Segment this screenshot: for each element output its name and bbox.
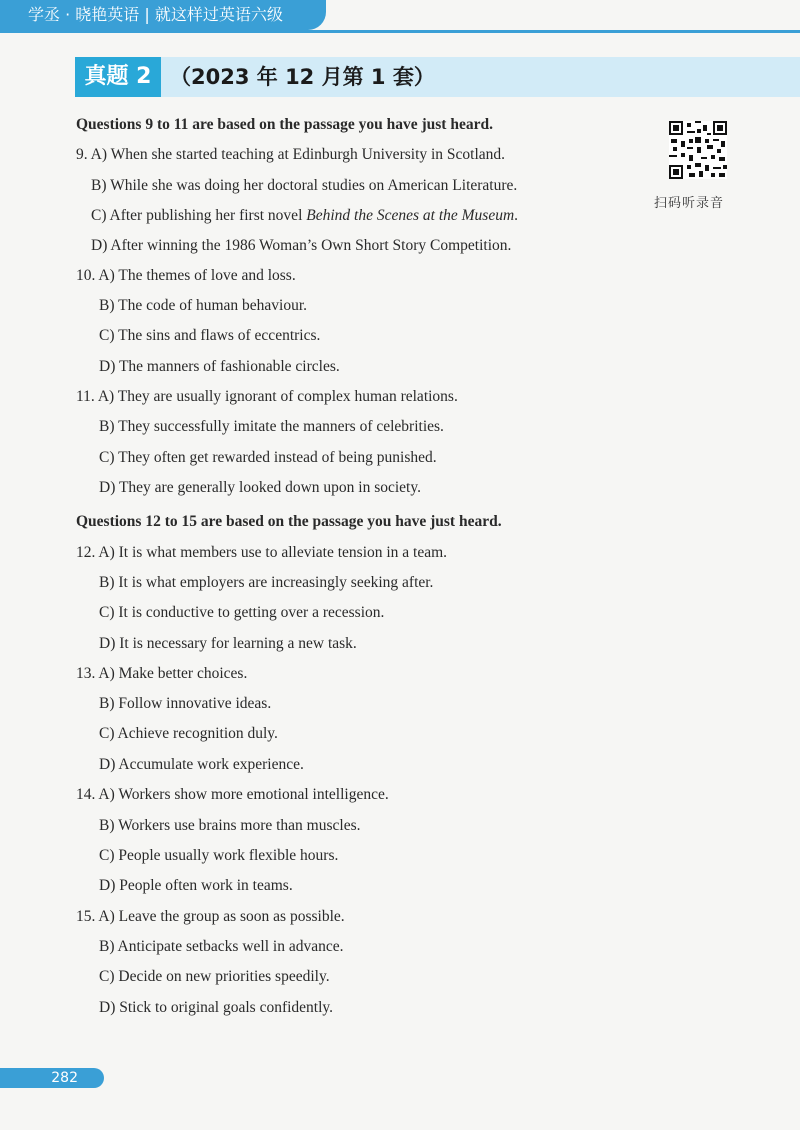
option-b: B) It is what employers are increasingly seeking after. (99, 574, 434, 591)
option-d: D) It is necessary for learning a new task. (99, 635, 357, 652)
option-a: A) Workers show more emotional intelligence. (98, 786, 389, 803)
question-15 (76, 907, 345, 927)
option-d: D) The manners of fashionable circles. (99, 358, 340, 375)
novel-title: Behind the Scenes at the Museum (306, 207, 515, 224)
qr-caption: 扫码听录音 (654, 196, 725, 211)
option-c: C) Achieve recognition duly. (99, 725, 278, 742)
option-b: B) While she was doing her doctoral studies on American Literature. (91, 177, 518, 194)
question-number: 11. (76, 388, 95, 405)
option-d: D) They are generally looked down upon in society. (99, 479, 421, 496)
question-number: 14. (76, 786, 96, 803)
option-c: C) The sins and flaws of eccentrics. (99, 327, 321, 344)
page-number: 282 (0, 1068, 104, 1088)
option-b: B) Follow innovative ideas. (99, 695, 272, 712)
book-series-title: 学丞 · 晓艳英语 | 就这样过英语六级 (28, 5, 283, 24)
option-b: B) The code of human behaviour. (99, 297, 308, 314)
section-heading: Questions 9 to 11 are based on the passage you have just heard. (76, 116, 493, 133)
option-b: B) They successfully imitate the manners of celebrities. (99, 418, 444, 435)
option-c: C) It is conductive to getting over a recession. (99, 604, 385, 621)
option-c: C) After publishing her first novel Behind the Scenes at the Museum. (91, 207, 519, 224)
option-c: C) People usually work flexible hours. (99, 847, 339, 864)
option-d: D) Accumulate work experience. (99, 756, 304, 773)
question-9 (76, 145, 505, 165)
question-13 (76, 664, 247, 684)
question-12 (76, 543, 447, 563)
question-10 (76, 266, 296, 286)
option-a: A) When she started teaching at Edinburgh University in Scotland. (90, 146, 506, 163)
option-a: A) Make better choices. (98, 665, 248, 682)
question-11 (76, 387, 458, 407)
section-heading: Questions 12 to 15 are based on the passage you have just heard. (76, 513, 502, 530)
question-number: 13. (76, 665, 96, 682)
exam-year-set: （2023 年 12 月第 1 套） (170, 65, 435, 89)
book-series-header (0, 0, 326, 30)
header-rule (0, 30, 800, 33)
exam-badge: 真题 2 (75, 57, 161, 97)
option-c: C) Decide on new priorities speedily. (99, 968, 330, 985)
question-number: 15. (76, 908, 96, 925)
question-number: 10. (76, 267, 96, 284)
qr-code-icon[interactable] (669, 121, 727, 179)
option-d: D) After winning the 1986 Woman’s Own Short Story Competition. (91, 237, 512, 254)
option-a: A) It is what members use to alleviate tension in a team. (98, 544, 448, 561)
option-b: B) Workers use brains more than muscles. (99, 817, 361, 834)
question-14 (76, 785, 389, 805)
option-a: A) They are usually ignorant of complex human relations. (97, 388, 458, 405)
option-b: B) Anticipate setbacks well in advance. (99, 938, 344, 955)
option-a: A) The themes of love and loss. (98, 267, 296, 284)
question-number: 9. (76, 146, 88, 163)
option-c: C) They often get rewarded instead of being punished. (99, 449, 437, 466)
question-number: 12. (76, 544, 96, 561)
option-d: D) Stick to original goals confidently. (99, 999, 334, 1016)
option-d: D) People often work in teams. (99, 877, 293, 894)
option-a: A) Leave the group as soon as possible. (98, 908, 345, 925)
